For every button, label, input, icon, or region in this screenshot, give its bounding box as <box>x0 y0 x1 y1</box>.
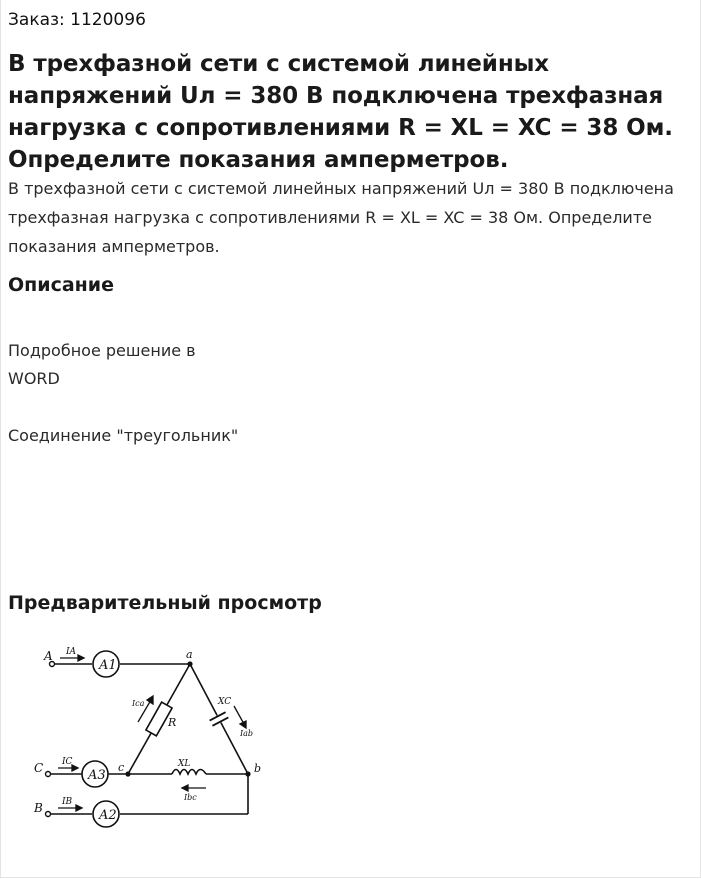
preview-heading: Предварительный просмотр <box>8 592 322 614</box>
description-heading: Описание <box>8 274 115 296</box>
connection-type: Соединение "треугольник" <box>8 426 239 445</box>
circuit-diagram <box>28 636 278 836</box>
node-c-label: c <box>118 761 125 774</box>
solution-line-1: Подробное решение в <box>8 341 196 360</box>
inductor-xl <box>172 770 206 775</box>
ammeter-3-label: A3 <box>88 768 106 783</box>
inductor-label: XL <box>178 759 191 769</box>
order-number: Заказ: 1120096 <box>8 10 146 30</box>
terminal-c-label: C <box>34 761 44 775</box>
solution-line-2: WORD <box>8 369 60 388</box>
node-b-label: b <box>254 762 262 775</box>
current-bc-label: Ibc <box>184 793 197 802</box>
node-c-dot <box>125 771 130 776</box>
terminal-b-label: B <box>34 801 43 815</box>
capacitor-label: XC <box>218 697 232 707</box>
current-ab-label: Iab <box>240 729 254 738</box>
task-title: В трехфазной сети с системой линейных напряжений Uл = 380 В подключена трехфазная нагрузка с сопротивлениями R = XL = XC = 38 Ом. Определите показания амперметров. <box>8 51 673 173</box>
node-a-dot <box>187 661 192 666</box>
current-b-label: IB <box>62 797 73 807</box>
current-ca-label: Ica <box>132 699 145 708</box>
current-a-label: IA <box>66 647 77 657</box>
capacitor-xc <box>209 711 229 726</box>
current-c-label: IC <box>62 757 73 767</box>
ammeter-2-label: A2 <box>99 808 117 823</box>
node-b-dot <box>245 771 250 776</box>
task-text: В трехфазной сети с системой линейных напряжений Uл = 380 В подключена трехфазная нагрузка с сопротивлениями R = XL = XC = 38 Ом. Определите показания амперметров. <box>8 179 674 256</box>
terminal-a-label: A <box>44 649 53 663</box>
ammeter-1-label: A1 <box>99 658 117 673</box>
node-a-label: a <box>186 648 193 661</box>
resistor-label: R <box>168 716 177 729</box>
